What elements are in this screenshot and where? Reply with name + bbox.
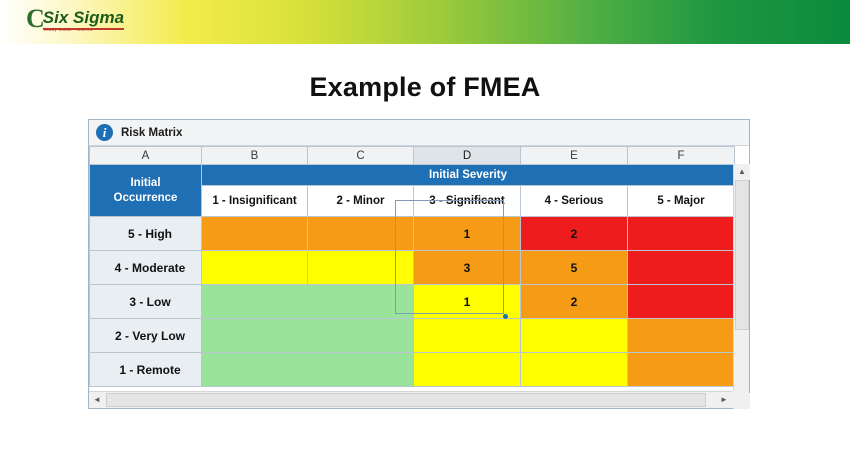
matrix-cell[interactable]: [628, 251, 735, 285]
brand-banner: [0, 0, 850, 44]
logo-c-mark: C: [26, 4, 45, 33]
selection-handle[interactable]: [503, 314, 508, 319]
matrix-cell[interactable]: 2: [521, 285, 628, 319]
occurrence-label-1-remote: 1 - Remote: [90, 353, 202, 387]
severity-banner-row: [90, 165, 735, 186]
matrix-cell[interactable]: [202, 353, 308, 387]
matrix-cell[interactable]: [308, 353, 414, 387]
matrix-cell[interactable]: 5: [521, 251, 628, 285]
scrollbar-corner: [732, 391, 749, 408]
grid-area: [89, 146, 749, 409]
occurrence-label-4-moderate: 4 - Moderate: [90, 251, 202, 285]
occurrence-label-2-very-low: 2 - Very Low: [90, 319, 202, 353]
scroll-left-icon[interactable]: ◄: [93, 395, 101, 404]
matrix-cell[interactable]: [628, 319, 735, 353]
matrix-cell[interactable]: [521, 353, 628, 387]
matrix-cell[interactable]: [202, 217, 308, 251]
window-title: Risk Matrix: [121, 126, 183, 139]
matrix-cell[interactable]: [202, 319, 308, 353]
occurrence-label-5-high: 5 - High: [90, 217, 202, 251]
occurrence-label-3-low: 3 - Low: [90, 285, 202, 319]
column-header-c[interactable]: C: [308, 147, 414, 165]
matrix-cell[interactable]: [628, 285, 735, 319]
column-header-f[interactable]: F: [628, 147, 735, 165]
scroll-right-icon[interactable]: ►: [720, 395, 728, 404]
column-header-b[interactable]: B: [202, 147, 308, 165]
horizontal-scrollbar[interactable]: [89, 391, 749, 408]
logo-subtext: Study Guide · DMAIC: [44, 27, 93, 32]
risk-matrix-table: [89, 146, 735, 387]
matrix-cell[interactable]: [202, 285, 308, 319]
severity-label-4: 4 - Serious: [521, 186, 628, 217]
severity-label-5: 5 - Major: [628, 186, 735, 217]
severity-label-3: 3 - Significant: [414, 186, 521, 217]
matrix-cell[interactable]: [414, 353, 521, 387]
matrix-cell[interactable]: [628, 353, 735, 387]
table-row: [90, 319, 735, 353]
column-header-e[interactable]: E: [521, 147, 628, 165]
logo-wordmark: Six Sigma: [43, 9, 124, 30]
info-icon: i: [96, 124, 113, 141]
matrix-cell[interactable]: [414, 319, 521, 353]
column-header-d[interactable]: D: [414, 147, 521, 165]
matrix-cell[interactable]: [308, 285, 414, 319]
window-titlebar: [89, 120, 749, 146]
matrix-cell[interactable]: [202, 251, 308, 285]
vertical-scroll-thumb[interactable]: [735, 180, 749, 330]
risk-matrix-window: [88, 119, 750, 409]
severity-banner: Initial Severity: [202, 165, 735, 186]
column-header-row: [90, 147, 735, 165]
matrix-cell[interactable]: [628, 217, 735, 251]
page-title: Example of FMEA: [309, 72, 541, 102]
table-row: [90, 285, 735, 319]
vertical-scrollbar[interactable]: [733, 164, 749, 409]
matrix-cell[interactable]: 1: [414, 217, 521, 251]
table-row: [90, 353, 735, 387]
occurrence-header-line2: Occurrence: [113, 191, 178, 204]
table-row: [90, 251, 735, 285]
column-header-a[interactable]: A: [90, 147, 202, 165]
matrix-cell[interactable]: [308, 217, 414, 251]
matrix-cell[interactable]: 2: [521, 217, 628, 251]
scroll-up-icon[interactable]: ▲: [734, 164, 750, 180]
matrix-cell[interactable]: [308, 251, 414, 285]
table-row: [90, 217, 735, 251]
matrix-cell[interactable]: 3: [414, 251, 521, 285]
occurrence-corner-header: [90, 165, 202, 217]
matrix-cell[interactable]: [521, 319, 628, 353]
matrix-cell[interactable]: 1: [414, 285, 521, 319]
severity-label-2: 2 - Minor: [308, 186, 414, 217]
horizontal-scroll-thumb[interactable]: [106, 393, 706, 407]
occurrence-header-line1: Initial: [130, 176, 161, 189]
severity-label-1: 1 - Insignificant: [202, 186, 308, 217]
matrix-cell[interactable]: [308, 319, 414, 353]
